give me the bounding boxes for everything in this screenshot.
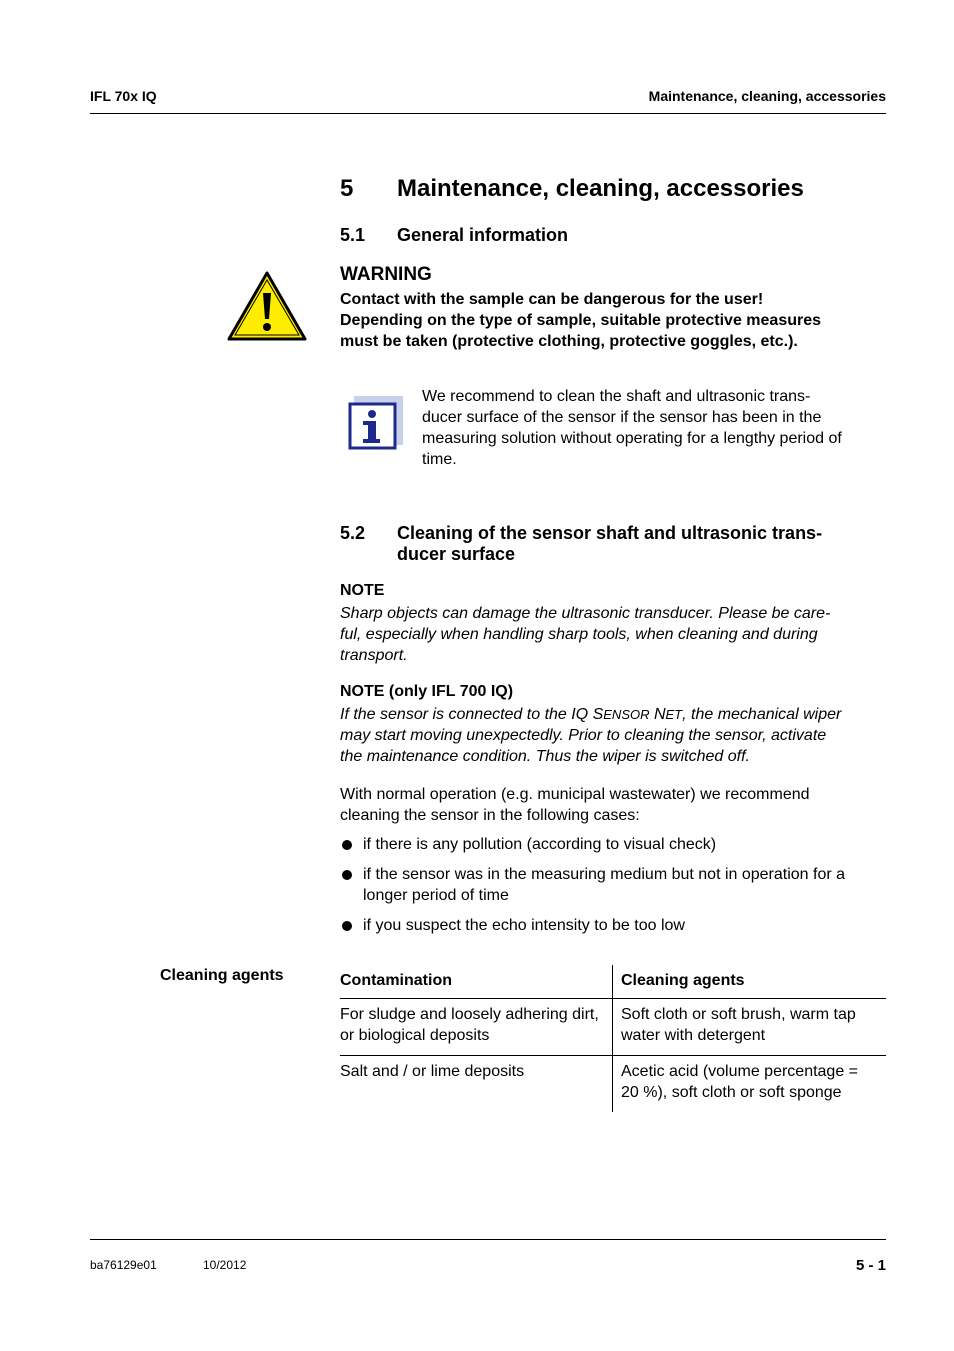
warning-line: must be taken (protective clothing, protective goggles, etc.). bbox=[340, 333, 798, 350]
list-item: if the sensor was in the measuring medium but not in operation for a longer period of time bbox=[340, 864, 886, 906]
info-line: We recommend to clean the shaft and ultrasonic trans- bbox=[422, 388, 811, 405]
table-row bbox=[340, 1056, 886, 1113]
chapter-number: 5 bbox=[340, 175, 354, 202]
section-title: General information bbox=[397, 225, 569, 245]
column-header: Cleaning agents bbox=[613, 965, 887, 999]
cleaning-cases-list bbox=[340, 834, 886, 945]
footer-doc-id: ba76129e01 bbox=[90, 1258, 157, 1272]
column-header: Contamination bbox=[340, 972, 452, 989]
intro-paragraph bbox=[340, 784, 886, 826]
footer-rule bbox=[90, 1239, 886, 1240]
table-cell: Acetic acid (volume percentage = 20 %), soft cloth or soft sponge bbox=[613, 1056, 887, 1113]
header-chapter-title: Maintenance, cleaning, accessories bbox=[648, 88, 886, 104]
note-ifl700-title: NOTE (only IFL 700 IQ) bbox=[340, 683, 514, 700]
section-title-line1: Cleaning of the sensor shaft and ultrasonic trans- bbox=[397, 523, 823, 543]
info-text bbox=[422, 386, 886, 470]
header-rule bbox=[90, 113, 886, 114]
note-line: may start moving unexpectedly. Prior to cleaning the sensor, activate bbox=[340, 727, 827, 744]
table-cell: Salt and / or lime deposits bbox=[340, 1063, 525, 1080]
section-number: 5.1 bbox=[340, 225, 366, 245]
info-line: time. bbox=[422, 451, 457, 468]
note-text bbox=[340, 603, 886, 666]
chapter-title: Maintenance, cleaning, accessories bbox=[397, 175, 804, 202]
table-header-row bbox=[340, 965, 886, 999]
table-cell: For sludge and loosely adhering dirt, or biological deposits bbox=[340, 1006, 599, 1044]
section-number: 5.2 bbox=[340, 523, 366, 543]
warning-title: WARNING bbox=[340, 264, 432, 285]
warning-line: Contact with the sample can be dangerous for the user! bbox=[340, 291, 764, 308]
chapter-heading bbox=[340, 175, 804, 203]
table-row bbox=[340, 999, 886, 1056]
info-icon bbox=[348, 395, 404, 451]
note-title: NOTE bbox=[340, 582, 385, 599]
list-item: if there is any pollution (according to visual check) bbox=[340, 834, 886, 855]
cleaning-agents-table bbox=[340, 965, 886, 1112]
footer-date: 10/2012 bbox=[203, 1258, 247, 1272]
table-cell: Soft cloth or soft brush, warm tap water with detergent bbox=[613, 999, 887, 1056]
info-line: ducer surface of the sensor if the sensor has been in the bbox=[422, 409, 822, 426]
section-heading-5-2 bbox=[340, 523, 886, 565]
warning-line: Depending on the type of sample, suitable protective measures bbox=[340, 312, 822, 329]
note-line: Sharp objects can damage the ultrasonic transducer. Please be care- bbox=[340, 605, 831, 622]
note-line: transport. bbox=[340, 647, 408, 664]
warning-triangle-icon bbox=[227, 271, 307, 341]
footer-page-number: 5 - 1 bbox=[855, 1257, 886, 1274]
header-product-name: IFL 70x IQ bbox=[90, 88, 157, 104]
section-title-line2: ducer surface bbox=[397, 544, 516, 564]
info-line: measuring solution without operating for a lengthy period of bbox=[422, 430, 842, 447]
section-heading-5-1 bbox=[340, 225, 568, 246]
warning-text bbox=[340, 289, 886, 352]
note-ifl700-text bbox=[340, 704, 886, 767]
note-line: the maintenance condition. Thus the wiper is switched off. bbox=[340, 748, 750, 765]
list-item: if you suspect the echo intensity to be too low bbox=[340, 915, 886, 936]
cleaning-agents-label: Cleaning agents bbox=[160, 967, 284, 984]
intro-line: With normal operation (e.g. municipal wastewater) we recommend bbox=[340, 786, 810, 803]
note-line: ful, especially when handling sharp tools, when cleaning and during bbox=[340, 626, 818, 643]
intro-line: cleaning the sensor in the following cases: bbox=[340, 807, 640, 824]
note-line: If the sensor is connected to the IQ SENSOR NET, the mechanical wiper bbox=[340, 706, 842, 723]
